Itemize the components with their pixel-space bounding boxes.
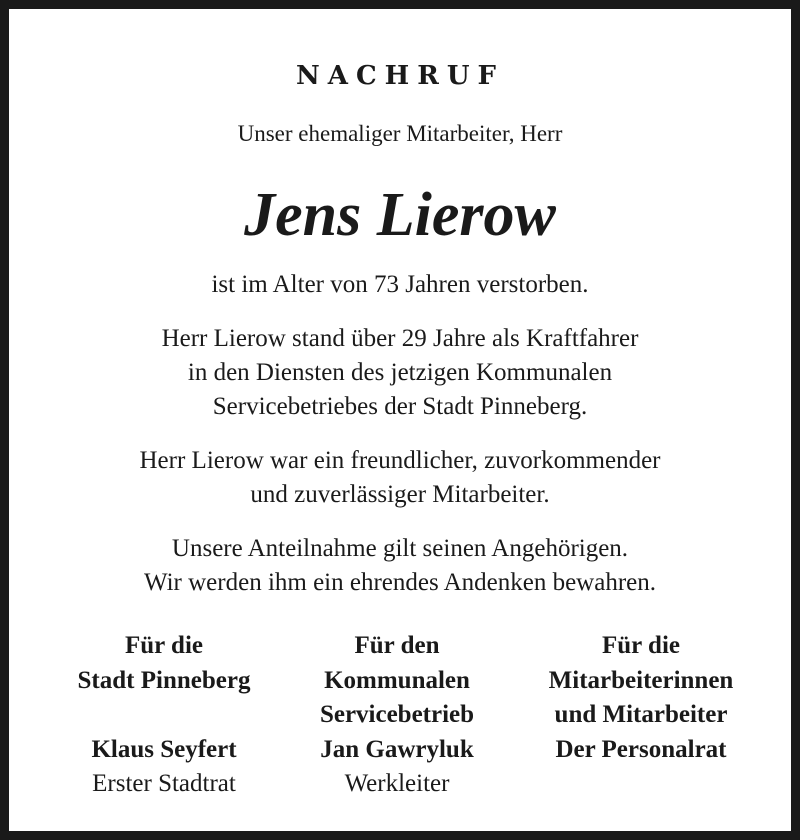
text-line: und zuverlässiger Mitarbeiter.: [250, 481, 550, 508]
org-line: Mitarbeiterinnen: [548, 666, 734, 694]
org-line: Servicebetrieb: [319, 701, 475, 728]
text-line: ist im Alter von 73 Jahren verstorben.: [211, 271, 589, 298]
org-line: Für die: [601, 632, 680, 659]
signer-title: Erster Stadtrat: [92, 770, 236, 797]
intro-line: Unser ehemaliger Mitarbeiter, Herr: [237, 121, 563, 146]
condolence-paragraph: [49, 532, 751, 600]
age-paragraph: [49, 268, 751, 302]
org-line: Für den: [354, 632, 440, 659]
signer-title: Werkleiter: [344, 770, 450, 797]
signer-name: Der Personalrat: [555, 735, 727, 763]
signature-city: [39, 629, 289, 802]
text-line: Servicebetriebes der Stadt Pinneberg.: [212, 393, 588, 420]
deceased-name: Jens Lierow: [244, 181, 556, 249]
org-line: Für die: [124, 632, 203, 659]
signer-name: Klaus Seyfert: [91, 735, 237, 763]
character-paragraph: [49, 444, 751, 512]
org-line: Kommunalen: [324, 666, 470, 694]
text-line: Herr Lierow war ein freundlicher, zuvorkommender: [139, 447, 661, 474]
text-line: in den Diensten des jetzigen Kommunalen: [187, 359, 613, 386]
text-line: Wir werden ihm ein ehrendes Andenken bewahren.: [144, 569, 656, 596]
org-line: und Mitarbeiter: [554, 701, 728, 728]
signer-name: Jan Gawryluk: [320, 735, 474, 763]
notice-heading: NACHRUF: [296, 61, 504, 91]
text-line: Herr Lierow stand über 29 Jahre als Kraftfahrer: [161, 325, 639, 352]
signature-service-company: [277, 629, 517, 802]
career-paragraph: [49, 322, 751, 424]
org-line: Stadt Pinneberg: [77, 666, 251, 694]
text-line: Unsere Anteilnahme gilt seinen Angehörigen.: [171, 535, 629, 562]
signature-staff-council: [511, 629, 771, 767]
spacer: [39, 698, 289, 733]
